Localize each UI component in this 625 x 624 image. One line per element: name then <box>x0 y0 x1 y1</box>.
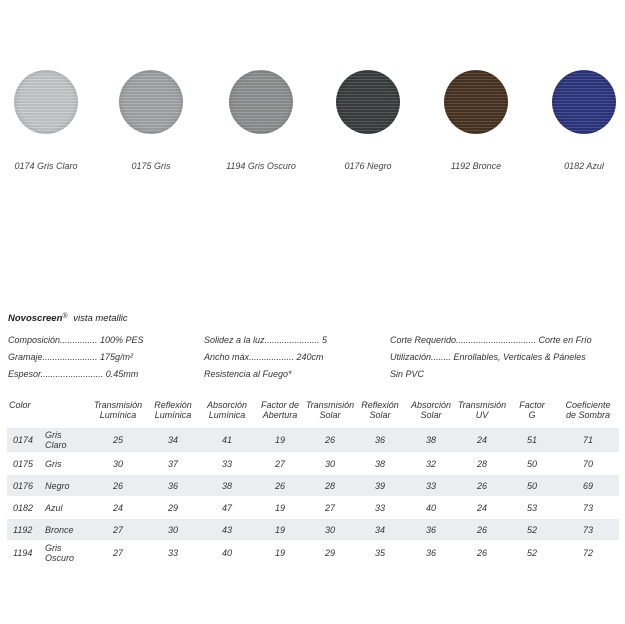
cell-value: 30 <box>89 453 147 475</box>
cell-value: 40 <box>405 497 457 519</box>
row-code: 0175 <box>7 453 45 475</box>
cell-value: 38 <box>355 453 405 475</box>
cell-value: 36 <box>405 541 457 566</box>
swatch-gris-claro <box>0 70 96 171</box>
table-header-row <box>7 400 619 428</box>
cell-value: 28 <box>305 475 355 497</box>
cell-value: 34 <box>147 428 199 453</box>
swatch-negro <box>318 70 418 171</box>
spec-gramaje: Gramaje...................... 175g/m² <box>8 352 134 362</box>
cell-value: 26 <box>255 475 305 497</box>
header-reflexion-luminica: Reflexión Lumínica <box>154 400 192 420</box>
properties-table <box>7 400 619 565</box>
row-color-name: Gris Oscuro <box>45 541 89 566</box>
registered-mark: ® <box>62 313 68 320</box>
cell-value: 37 <box>147 453 199 475</box>
swatch-circle <box>444 70 508 134</box>
cell-value: 27 <box>89 541 147 566</box>
header-transmision-solar: Transmisión Solar <box>305 400 355 420</box>
row-color-name: Gris <box>45 453 89 475</box>
cell-value: 36 <box>147 475 199 497</box>
cell-value: 34 <box>355 519 405 541</box>
swatch-gris-oscuro <box>211 70 311 171</box>
header-transmision-luminica: Transmisión Lumínica <box>93 400 143 420</box>
product-name: Novoscreen <box>8 313 63 324</box>
cell-value: 50 <box>507 453 557 475</box>
cell-value: 38 <box>405 428 457 453</box>
cell-value: 69 <box>557 475 619 497</box>
cell-value: 29 <box>147 497 199 519</box>
cell-value: 52 <box>507 519 557 541</box>
swatch-label: 1192 Bronce <box>450 161 502 171</box>
header-coeficiente-sombra: Coeficiente de Sombra <box>565 400 611 420</box>
row-code: 1194 <box>7 541 45 566</box>
cell-value: 28 <box>457 453 507 475</box>
cell-value: 40 <box>199 541 255 566</box>
row-color-name: Azul <box>45 497 89 519</box>
header-reflexion-solar: Reflexión Solar <box>361 400 399 420</box>
cell-value: 19 <box>255 541 305 566</box>
cell-value: 73 <box>557 519 619 541</box>
cell-value: 26 <box>457 475 507 497</box>
swatch-azul <box>534 70 625 171</box>
header-absorcion-luminica: Absorción Lumínica <box>206 400 248 420</box>
row-color-name: Bronce <box>45 519 89 541</box>
cell-value: 51 <box>507 428 557 453</box>
cell-value: 33 <box>199 453 255 475</box>
spec-espesor: Espesor......................... 0.45mm <box>8 369 139 379</box>
cell-value: 32 <box>405 453 457 475</box>
cell-value: 35 <box>355 541 405 566</box>
header-absorcion-solar: Absorción Solar <box>410 400 452 420</box>
cell-value: 27 <box>89 519 147 541</box>
swatch-circle <box>229 70 293 134</box>
cell-value: 24 <box>89 497 147 519</box>
swatch-gris <box>101 70 201 171</box>
swatch-circle <box>14 70 78 134</box>
spec-fuego: Resistencia al Fuego* <box>204 369 292 379</box>
cell-value: 19 <box>255 519 305 541</box>
cell-value: 25 <box>89 428 147 453</box>
cell-value: 27 <box>255 453 305 475</box>
row-code: 0176 <box>7 475 45 497</box>
header-transmision-uv: Transmisión UV <box>457 400 507 420</box>
cell-value: 36 <box>355 428 405 453</box>
cell-value: 26 <box>305 428 355 453</box>
table-row <box>7 475 619 497</box>
row-code: 1192 <box>7 519 45 541</box>
header-factor-g: Factor G <box>519 400 545 420</box>
cell-value: 53 <box>507 497 557 519</box>
swatch-row <box>0 70 625 180</box>
cell-value: 43 <box>199 519 255 541</box>
table-row <box>7 541 619 566</box>
product-title <box>8 313 128 324</box>
swatch-bronce <box>426 70 526 171</box>
row-code: 0174 <box>7 428 45 453</box>
spec-ancho: Ancho máx.................. 240cm <box>204 352 324 362</box>
cell-value: 27 <box>305 497 355 519</box>
spec-composicion: Composición............... 100% PES <box>8 335 144 345</box>
table-row <box>7 453 619 475</box>
swatch-label: 0176 Negro <box>344 161 392 171</box>
cell-value: 33 <box>355 497 405 519</box>
cell-value: 36 <box>405 519 457 541</box>
cell-value: 19 <box>255 428 305 453</box>
cell-value: 33 <box>147 541 199 566</box>
header-factor-abertura: Factor de Abertura <box>260 400 300 420</box>
cell-value: 70 <box>557 453 619 475</box>
spec-pvc: Sin PVC <box>390 369 425 379</box>
table-row <box>7 519 619 541</box>
swatch-label: 0182 Azul <box>564 161 604 171</box>
product-subtitle: vista metallic <box>73 313 128 324</box>
cell-value: 24 <box>457 428 507 453</box>
cell-value: 26 <box>457 519 507 541</box>
cell-value: 39 <box>355 475 405 497</box>
cell-value: 26 <box>89 475 147 497</box>
cell-value: 29 <box>305 541 355 566</box>
row-color-name: Negro <box>45 475 89 497</box>
swatch-circle <box>552 70 616 134</box>
row-color-name: Gris Claro <box>45 428 89 453</box>
swatch-circle <box>119 70 183 134</box>
cell-value: 24 <box>457 497 507 519</box>
row-code: 0182 <box>7 497 45 519</box>
cell-value: 19 <box>255 497 305 519</box>
cell-value: 73 <box>557 497 619 519</box>
swatch-label: 0174 Gris Claro <box>14 161 78 171</box>
swatch-label: 0175 Gris <box>131 161 171 171</box>
table-row <box>7 497 619 519</box>
cell-value: 26 <box>457 541 507 566</box>
cell-value: 71 <box>557 428 619 453</box>
cell-value: 50 <box>507 475 557 497</box>
spec-corte: Corte Requerido................................ Corte en Frío <box>390 335 592 345</box>
swatch-circle <box>336 70 400 134</box>
cell-value: 38 <box>199 475 255 497</box>
cell-value: 30 <box>147 519 199 541</box>
cell-value: 52 <box>507 541 557 566</box>
cell-value: 33 <box>405 475 457 497</box>
cell-value: 30 <box>305 519 355 541</box>
cell-value: 41 <box>199 428 255 453</box>
cell-value: 30 <box>305 453 355 475</box>
spec-utilizacion: Utilización........ Enrollables, Verticales & Páneles <box>390 352 586 362</box>
table-row <box>7 428 619 453</box>
cell-value: 72 <box>557 541 619 566</box>
cell-value: 47 <box>199 497 255 519</box>
spec-solidez: Solidez a la luz...................... 5 <box>204 335 328 345</box>
header-color: Color <box>9 400 31 410</box>
swatch-label: 1194 Gris Oscuro <box>226 161 296 171</box>
